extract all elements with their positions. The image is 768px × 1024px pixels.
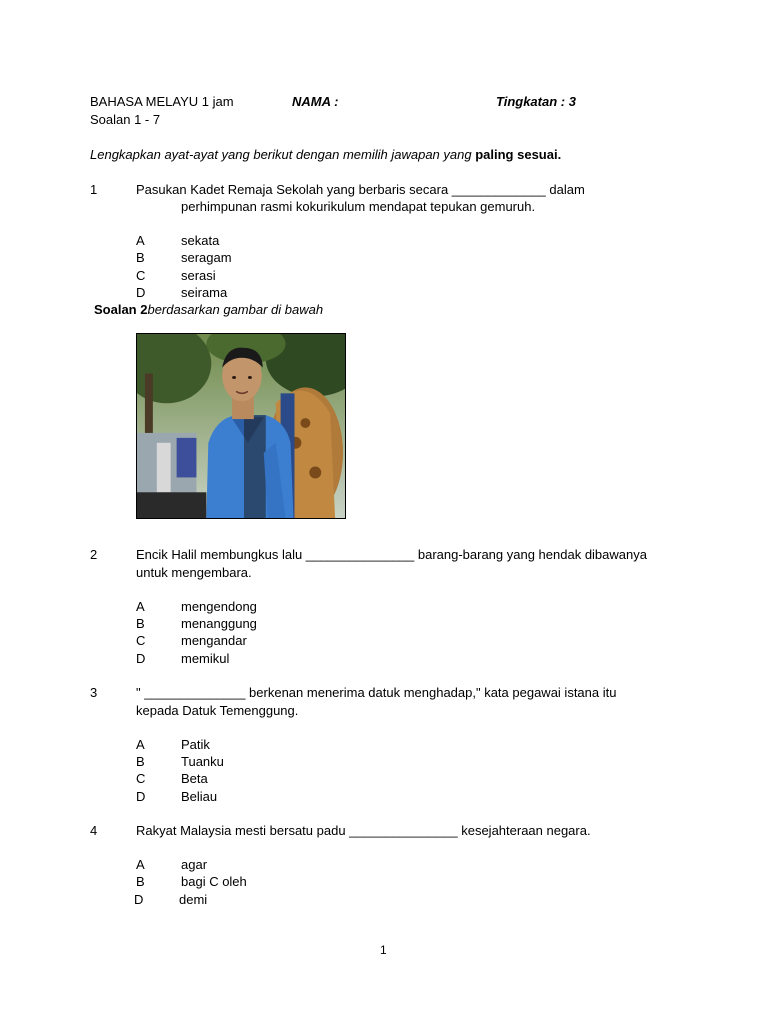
q1-option-c-letter: C	[136, 268, 146, 283]
q1-number: 1	[90, 182, 98, 197]
q3-option-d-text: Beliau	[181, 789, 218, 804]
q4-option-d-letter: D	[134, 892, 144, 907]
q2-option-c-text: mengandar	[181, 633, 247, 648]
q1-text-line1: Pasukan Kadet Remaja Sekolah yang berbaris secara _____________ dalam	[136, 182, 585, 197]
q3-option-a-letter: A	[136, 737, 145, 752]
q2-intro-bold: Soalan 2	[94, 302, 148, 317]
name-label: NAMA :	[292, 94, 339, 109]
form-label: Tingkatan : 3	[496, 94, 576, 109]
q3-option-b-letter: B	[136, 754, 145, 769]
question-range: Soalan 1 - 7	[90, 112, 161, 127]
q1-option-b-text: seragam	[181, 250, 232, 265]
q4-option-a-text: agar	[181, 857, 208, 872]
q2-text-line2: untuk mengembara.	[136, 565, 252, 580]
instruction-text: Lengkapkan ayat-ayat yang berikut dengan memilih jawapan yang	[90, 147, 472, 162]
q4-option-d-text: demi	[179, 892, 208, 907]
q3-option-b-text: Tuanku	[181, 754, 224, 769]
subject-label: BAHASA MELAYU 1 jam	[90, 94, 234, 109]
q2-option-d-letter: D	[136, 651, 146, 666]
q2-option-b-letter: B	[136, 616, 145, 631]
q3-number: 3	[90, 685, 98, 700]
q2-intro	[94, 302, 323, 317]
q3-option-c-text: Beta	[181, 771, 208, 786]
q2-option-a-text: mengendong	[181, 599, 257, 614]
q2-option-d-text: memikul	[181, 651, 230, 666]
q4-text-line1: Rakyat Malaysia mesti bersatu padu _______________ kesejahteraan negara.	[136, 823, 591, 838]
page-number: 1	[380, 943, 387, 957]
q4-option-b-text: bagi C oleh	[181, 874, 247, 889]
q3-text-line2: kepada Datuk Temenggung.	[136, 703, 299, 718]
q3-text-line1: " ______________ berkenan menerima datuk menghadap," kata pegawai istana itu	[136, 685, 617, 700]
q2-intro-italic: berdasarkan gambar di bawah	[147, 302, 324, 317]
q2-text-line1: Encik Halil membungkus lalu _______________ barang-barang yang hendak dibawanya	[136, 547, 647, 562]
q1-option-d-letter: D	[136, 285, 146, 300]
q2-number: 2	[90, 547, 98, 562]
instruction-bold: paling sesuai.	[475, 147, 562, 162]
q1-option-b-letter: B	[136, 250, 145, 265]
q4-option-b-letter: B	[136, 874, 145, 889]
q3-option-a-text: Patik	[181, 737, 210, 752]
q2-option-b-text: menanggung	[181, 616, 257, 631]
q2-option-c-letter: C	[136, 633, 146, 648]
man-with-backpack-photo	[136, 333, 346, 519]
q1-option-c-text: serasi	[181, 268, 216, 283]
q1-option-d-text: seirama	[181, 285, 228, 300]
q3-option-d-letter: D	[136, 789, 146, 804]
q2-option-a-letter: A	[136, 599, 145, 614]
q1-option-a-text: sekata	[181, 233, 220, 248]
q4-option-a-letter: A	[136, 857, 145, 872]
q1-text-line2: perhimpunan rasmi kokurikulum mendapat tepukan gemuruh.	[181, 199, 536, 214]
instruction	[90, 147, 561, 162]
q3-option-c-letter: C	[136, 771, 146, 786]
q4-number: 4	[90, 823, 98, 838]
q1-option-a-letter: A	[136, 233, 145, 248]
